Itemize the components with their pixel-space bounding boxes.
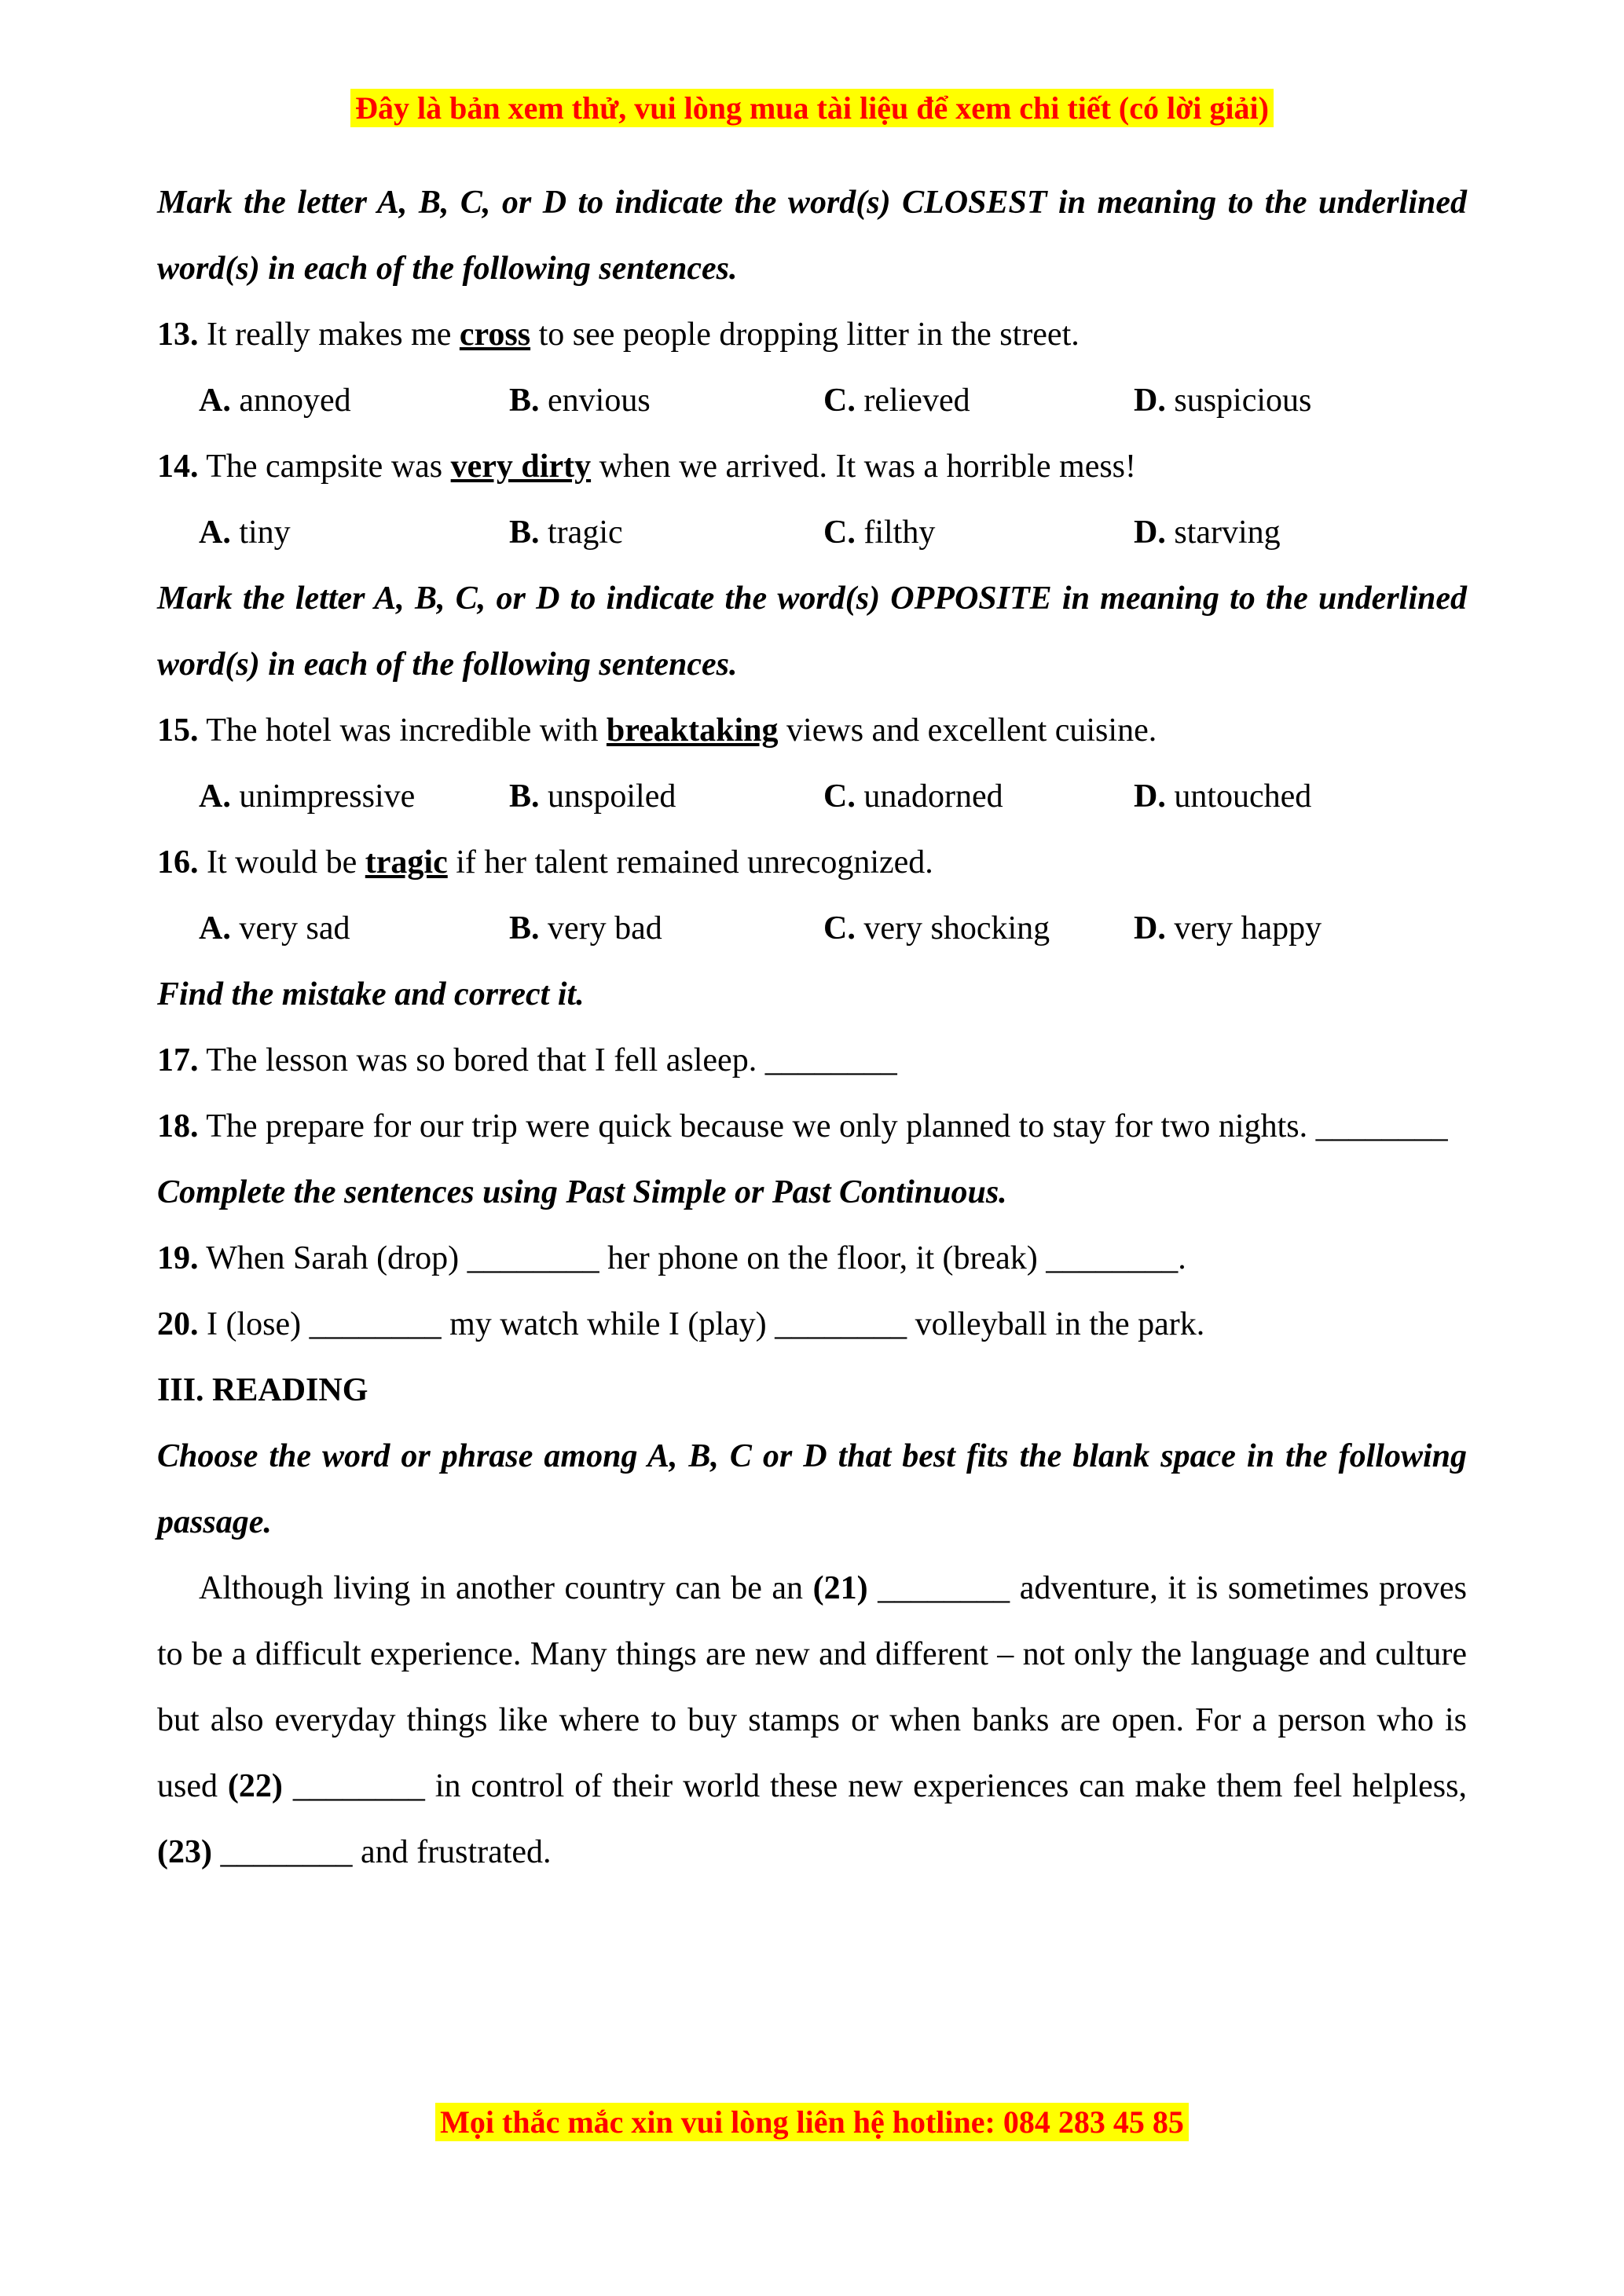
question-18-number: 18. (157, 1108, 199, 1144)
option-16-d-label: D. (1134, 910, 1166, 947)
question-19-blank-1: ________ (467, 1240, 599, 1276)
option-15-c-label: C. (823, 778, 856, 815)
option-13-a (199, 368, 509, 434)
question-16-number: 16. (157, 844, 199, 881)
question-15-options (157, 764, 1467, 829)
option-13-b-label: B. (509, 383, 540, 419)
question-16-text-post: if her talent remained unrecognized. (447, 844, 933, 881)
question-17-blank: ________ (764, 1042, 897, 1078)
question-18-blank: ________ (1315, 1108, 1448, 1144)
question-19-blank-2: ________ (1046, 1240, 1179, 1276)
question-19-text-2: her phone on the floor, it (break) (599, 1240, 1047, 1276)
question-14-options (157, 500, 1467, 566)
option-15-d-text: untouched (1165, 778, 1312, 815)
reading-passage (157, 1555, 1467, 1885)
question-13 (157, 302, 1467, 368)
option-14-b-label: B. (509, 514, 540, 551)
option-15-a (199, 764, 509, 829)
option-13-b-text: envious (539, 383, 651, 419)
option-13-c-text: relieved (855, 383, 970, 419)
question-13-number: 13. (157, 317, 199, 353)
option-15-a-text: unimpressive (230, 778, 416, 815)
question-19 (157, 1225, 1467, 1291)
passage-text-3: in control of their world these new experiences can make them feel helpless, (434, 1768, 1467, 1804)
question-20 (157, 1291, 1467, 1357)
question-15-underlined-word: breaktaking (606, 712, 779, 749)
question-16-underlined-word: tragic (365, 844, 448, 881)
question-20-text-1: I (lose) (198, 1306, 310, 1342)
option-14-d-text: starving (1165, 514, 1281, 551)
option-15-d (1134, 764, 1467, 829)
option-15-c-text: unadorned (855, 778, 1003, 815)
option-13-b (509, 368, 823, 434)
question-20-text-2: my watch while I (play) (441, 1306, 775, 1342)
question-20-number: 20. (157, 1306, 199, 1342)
option-13-d-text: suspicious (1165, 383, 1312, 419)
question-16 (157, 829, 1467, 895)
option-14-a-label: A. (199, 514, 231, 551)
footer-notice (0, 2102, 1624, 2143)
question-16-options (157, 895, 1467, 961)
instruction-find-mistake: Find the mistake and correct it. (157, 976, 585, 1013)
option-16-b (509, 895, 823, 961)
option-16-d-text: very happy (1165, 910, 1322, 947)
passage-text-4: and frustrated. (360, 1834, 552, 1870)
option-13-d (1134, 368, 1467, 434)
question-14 (157, 434, 1467, 500)
option-16-d (1134, 895, 1467, 961)
question-19-text-1: When Sarah (drop) (198, 1240, 467, 1276)
question-19-text-3: . (1178, 1240, 1186, 1276)
option-14-d (1134, 500, 1467, 566)
question-14-underlined-word: very dirty (450, 449, 592, 485)
passage-blank-21-number: (21) (812, 1570, 868, 1606)
question-13-text-pre: It really makes me (198, 317, 460, 353)
option-16-c-text: very shocking (855, 910, 1050, 947)
option-14-a-text: tiny (230, 514, 291, 551)
instruction-reading: Choose the word or phrase among A, B, C or D that best fits the blank space in the following passage. (157, 1438, 1467, 1540)
question-13-text-post: to see people dropping litter in the street. (530, 317, 1080, 353)
option-15-a-label: A. (199, 778, 231, 815)
option-14-c-text: filthy (855, 514, 936, 551)
option-15-d-label: D. (1134, 778, 1166, 815)
footer-hotline-text: Mọi thắc mắc xin vui lòng liên hệ hotline: 084 283 45 85 (435, 2103, 1189, 2141)
passage-blank-22-number: (22) (227, 1768, 283, 1804)
option-16-c (823, 895, 1134, 961)
question-16-text-pre: It would be (198, 844, 365, 881)
option-16-c-label: C. (823, 910, 856, 947)
question-20-blank-2: ________ (775, 1306, 907, 1342)
option-16-a-label: A. (199, 910, 231, 947)
question-13-options (157, 368, 1467, 434)
question-17 (157, 1027, 1467, 1093)
question-15 (157, 698, 1467, 764)
option-13-a-label: A. (199, 383, 231, 419)
option-15-b-text: unspoiled (539, 778, 676, 815)
option-14-a (199, 500, 509, 566)
question-20-blank-1: ________ (309, 1306, 442, 1342)
option-16-b-text: very bad (539, 910, 662, 947)
question-15-text-post: views and excellent cuisine. (778, 712, 1157, 749)
option-13-d-label: D. (1134, 383, 1166, 419)
passage-blank-22: ________ (282, 1768, 435, 1804)
option-14-d-label: D. (1134, 514, 1166, 551)
instruction-opposite-meaning: Mark the letter A, B, C, or D to indicate the word(s) OPPOSITE in meaning to the underlined word(s) in each of the following sentences. (157, 580, 1467, 683)
option-15-c (823, 764, 1134, 829)
option-16-b-label: B. (509, 910, 540, 947)
question-17-number: 17. (157, 1042, 199, 1078)
question-14-text-pre: The campsite was (198, 449, 451, 485)
question-13-underlined-word: cross (459, 317, 531, 353)
question-19-number: 19. (157, 1240, 199, 1276)
passage-blank-23: ________ (211, 1834, 361, 1870)
option-14-c-label: C. (823, 514, 856, 551)
question-15-text-pre: The hotel was incredible with (198, 712, 607, 749)
question-14-text-post: when we arrived. It was a horrible mess! (591, 449, 1137, 485)
option-15-b-label: B. (509, 778, 540, 815)
passage-text-1: Although living in another country can be an (199, 1570, 813, 1606)
question-15-number: 15. (157, 712, 199, 749)
question-14-number: 14. (157, 449, 199, 485)
passage-text-2: adventure, it is sometimes proves to be a difficult experience. Many things are new and different – not only the language and culture but also everyday things like where to buy stamps or when banks are open. For a person who is used (157, 1570, 1467, 1804)
header-notice-text: Đây là bản xem thử, vui lòng mua tài liệu để xem chi tiết (có lời giải) (350, 89, 1274, 127)
option-14-b (509, 500, 823, 566)
section-heading-reading: III. READING (157, 1372, 368, 1408)
option-15-b (509, 764, 823, 829)
question-20-text-3: volleyball in the park. (907, 1306, 1205, 1342)
header-notice (0, 0, 1624, 129)
instruction-tenses: Complete the sentences using Past Simple or Past Continuous. (157, 1174, 1007, 1210)
option-16-a (199, 895, 509, 961)
option-13-a-text: annoyed (230, 383, 351, 419)
option-14-c (823, 500, 1134, 566)
option-13-c-label: C. (823, 383, 856, 419)
document-body (0, 170, 1624, 1885)
question-17-text: The lesson was so bored that I fell asleep. (198, 1042, 765, 1078)
instruction-closest-meaning: Mark the letter A, B, C, or D to indicate the word(s) CLOSEST in meaning to the underlined word(s) in each of the following sentences. (157, 185, 1467, 287)
passage-blank-23-number: (23) (157, 1834, 212, 1870)
passage-blank-21: ________ (867, 1570, 1020, 1606)
question-18-text: The prepare for our trip were quick because we only planned to stay for two nights. (198, 1108, 1316, 1144)
option-16-a-text: very sad (230, 910, 350, 947)
question-18 (157, 1093, 1467, 1159)
option-13-c (823, 368, 1134, 434)
option-14-b-text: tragic (539, 514, 623, 551)
